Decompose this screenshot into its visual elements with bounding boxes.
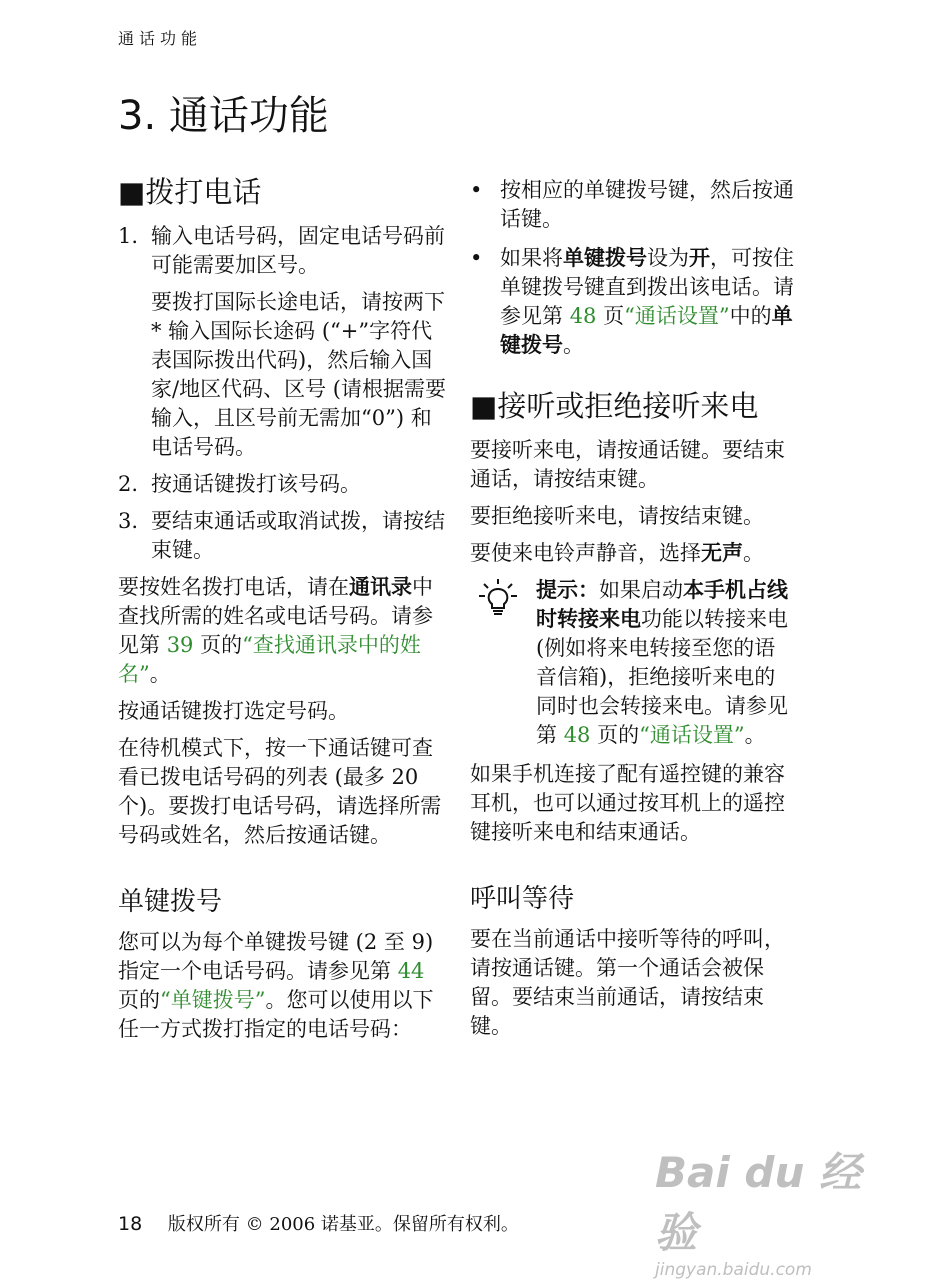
watermark [655,1140,865,1280]
paragraph-reject: 要拒绝接听来电，请按结束键。 [470,504,764,528]
list-item: • 按相应的单键拨号键，然后按通话键。 [470,178,794,231]
step-subtext: 要拨打国际长途电话，请按两下 * 输入国际长途码 (“+”字符代表国际拨出代码)，然后输入国家/地区代码、区号 (请根据需要输入，且区号前无需加“0”) 和电话号码。 [151,290,446,459]
watermark-logo: Bai du 经验 [655,1148,861,1257]
step-text: 要结束通话或取消试拨，请按结束键。 [151,509,445,562]
step-item [118,470,448,499]
contacts-term: 通讯录 [349,575,412,599]
paragraph-mute: 要使来电铃声静音，选择无声。 [470,541,764,565]
bullet: • [470,246,483,270]
tip-label: 提示： [536,578,599,602]
page-ref-link[interactable]: 44 [397,959,425,983]
section-heading-call-waiting: 呼叫等待 [470,884,575,914]
list-item: • 如果将单键拨号设为开，可按住单键拨号键直到拨出该电话。请参见第 48 页“通话设置”中的单键拨号。 [470,246,794,357]
chapter-title: 3. 通话功能 [118,93,329,139]
paragraph-standby: 在待机模式下，按一下通话键可查看已拨电话号码的列表 (最多 20 个)。要拨打电话号码，请选择所需号码或姓名，然后按通话键。 [118,736,442,847]
page-ref-link[interactable]: 39 [166,633,194,657]
step-text: 按通话键拨打该号码。 [151,472,361,496]
step-item [118,507,448,565]
step-number: 1. [118,224,139,248]
running-header: 通话功能 [118,29,203,48]
section-heading-answer-reject: ■接听或拒绝接听来电 [470,389,759,423]
step-text: 输入电话号码，固定电话号码前可能需要加区号。 [151,224,445,277]
paragraph-call-waiting: 要在当前通话中接听等待的呼叫，请按通话键。第一个通话会被保留。要结束当前通话，请按结束键。 [470,927,785,1038]
section-heading-dialing: ■拨打电话 [118,175,262,209]
right-column [470,176,795,1049]
find-contact-link[interactable]: “查找通讯录中的姓名” [118,633,421,686]
page-number: 18 [118,1213,143,1235]
left-column [118,170,448,1052]
lightbulb-icon [478,578,518,618]
step-number: 2. [118,472,139,496]
bullet: • [470,178,483,202]
paragraph-dial-by-name: 要按姓名拨打电话，请在通讯录中查找所需的姓名或电话号码。请参见第 39 页的“查找通讯录中的姓名”。 [118,575,433,686]
step-number: 3. [118,509,139,533]
paragraph-press-call: 按通话键拨打选定号码。 [118,699,349,723]
paragraph-speed-dial: 您可以为每个单键拨号键 (2 至 9) 指定一个电话号码。请参见第 44 页的“单键拨号”。您可以使用以下任一方式拨打指定的电话号码： [118,930,434,1041]
copyright-text: 版权所有 © 2006 诺基亚。保留所有权利。 [167,1214,519,1235]
call-settings-link[interactable]: “通话设置” [639,723,745,747]
page-ref-link[interactable]: 48 [563,723,591,747]
speed-dial-methods [470,176,795,360]
tip-box [470,576,795,750]
section-heading-speed-dial: 单键拨号 [118,887,223,917]
dialing-steps [118,222,448,565]
page-footer [118,1210,519,1236]
speed-dial-link[interactable]: “单键拨号” [160,988,266,1012]
step-item [118,222,448,462]
call-settings-link[interactable]: “通话设置” [624,304,730,328]
paragraph-answer: 要接听来电，请按通话键。要结束通话，请按结束键。 [470,438,785,491]
watermark-url: jingyan.baidu.com [655,1260,812,1280]
tip-text: 提示：如果启动本手机占线时转接来电功能以转接来电 (例如将来电转接至您的语音信箱)，拒绝接听来电的同时也会转接来电。请参见第 48 页的“通话设置”。 [536,578,788,747]
paragraph-headset: 如果手机连接了配有遥控键的兼容耳机，也可以通过按耳机上的遥控键接听来电和结束通话。 [470,762,785,844]
page-ref-link[interactable]: 48 [569,304,597,328]
